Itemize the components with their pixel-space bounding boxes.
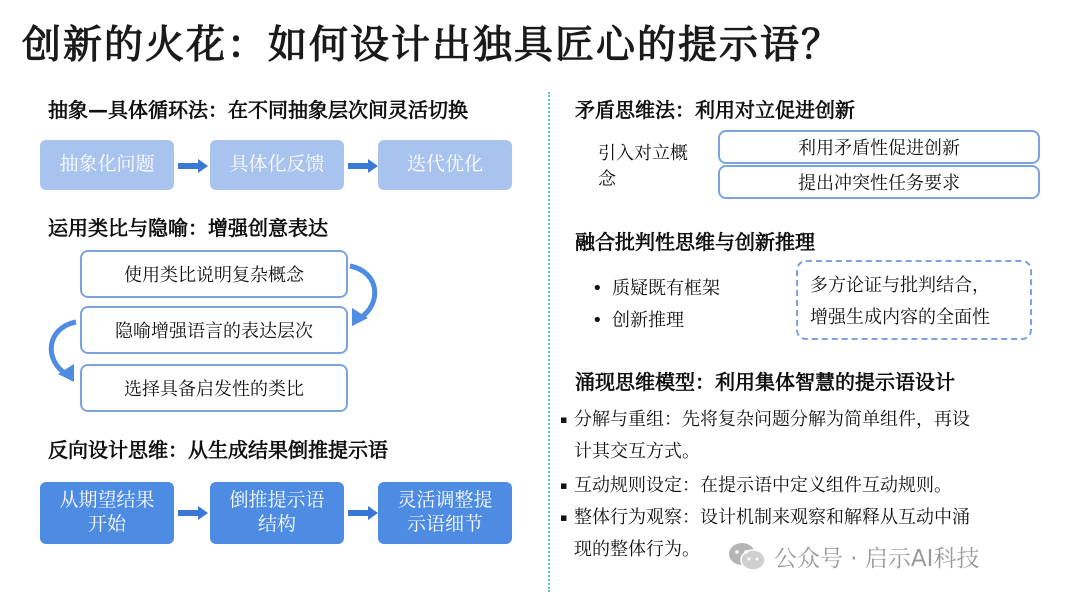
bullet-dot-icon: • [592, 278, 603, 299]
analogy-heading: 运用类比与隐喻：增强创意表达 [48, 216, 328, 240]
reverse-step-1: 从期望结果 开始 [40, 482, 174, 544]
square-bullet-icon: ▪ [560, 479, 568, 492]
critical-heading: 融合批判性思维与创新推理 [575, 230, 815, 254]
critical-bullet-text: 质疑既有框架 [612, 278, 720, 299]
arrow-right-icon [348, 159, 378, 173]
square-bullet-icon: ▪ [560, 511, 568, 524]
emergence-heading: 涌现思维模型：利用集体智慧的提示语设计 [575, 370, 955, 394]
page-title: 创新的火花：如何设计出独具匠心的提示语？ [22, 23, 843, 68]
abstraction-step-1: 抽象化问题 [40, 140, 174, 190]
reverse-step-3: 灵活调整提 示语细节 [378, 482, 512, 544]
arrow-right-icon [178, 506, 208, 520]
curved-arrow-icon [40, 318, 86, 384]
abstraction-heading: 抽象—具体循环法：在不同抽象层次间灵活切换 [48, 98, 468, 122]
critical-bullet-text: 创新推理 [612, 310, 684, 331]
bullet-dot-icon: • [592, 310, 603, 331]
contradiction-heading: 矛盾思维法：利用对立促进创新 [575, 98, 855, 122]
contradiction-item-1: 利用矛盾性促进创新 [718, 130, 1040, 164]
contradiction-item-2: 提出冲突性任务要求 [718, 165, 1040, 199]
emergence-item-1: ▪ 分解与重组：先将复杂问题分解为简单组件，再设 计其交互方式。 [560, 404, 1050, 468]
arrow-right-icon [348, 506, 378, 520]
critical-note-box: 多方论证与批判结合， 增强生成内容的全面性 [796, 260, 1032, 340]
critical-bullet-1 [592, 274, 720, 300]
analogy-item-3: 选择具备启发性的类比 [80, 364, 348, 412]
square-bullet-icon: ▪ [560, 413, 568, 426]
emergence-item-2: ▪ 互动规则设定：在提示语中定义组件互动规则。 [560, 470, 1050, 502]
arrow-right-icon [178, 159, 208, 173]
emergence-item-3: ▪ 整体行为观察：设计机制来观察和解释从互动中涌 现的整体行为。 [560, 502, 1050, 566]
wechat-icon [728, 541, 766, 573]
critical-bullet-2 [592, 306, 684, 332]
analogy-item-1: 使用类比说明复杂概念 [80, 250, 348, 298]
watermark-text: 公众号 · 启示AI科技 [774, 546, 980, 572]
contradiction-label: 引入对立概 念 [598, 143, 688, 190]
column-divider [548, 92, 550, 592]
analogy-item-2: 隐喻增强语言的表达层次 [80, 306, 348, 354]
curved-arrow-icon [340, 262, 386, 328]
abstraction-step-3: 迭代优化 [378, 140, 512, 190]
abstraction-step-2: 具体化反馈 [210, 140, 344, 190]
reverse-step-2: 倒推提示语 结构 [210, 482, 344, 544]
reverse-heading: 反向设计思维：从生成结果倒推提示语 [48, 438, 388, 462]
watermark [728, 540, 979, 573]
